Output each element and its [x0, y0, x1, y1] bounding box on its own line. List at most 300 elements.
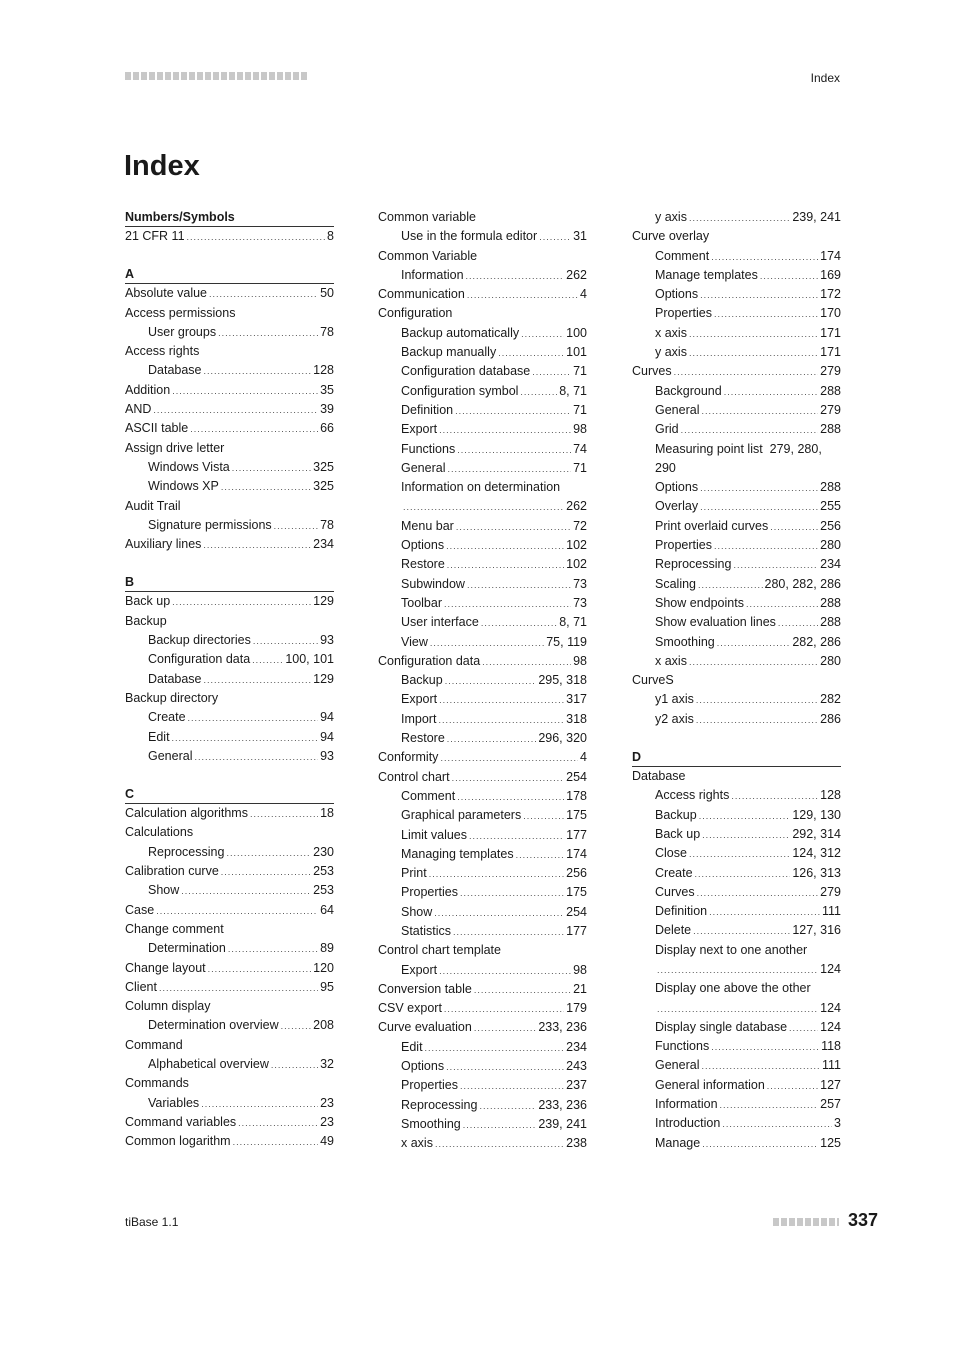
dot-leader: [520, 383, 557, 402]
index-subentry-pages: [632, 960, 841, 979]
index-entry: Command: [125, 1037, 183, 1052]
index-subentry: [632, 575, 841, 594]
index-term: Manage: [655, 1135, 701, 1150]
dot-leader: [271, 1056, 318, 1075]
dot-leader: [446, 1058, 564, 1077]
page-reference: 318: [566, 711, 587, 726]
index-term: Export: [401, 692, 438, 707]
dot-leader: [460, 1077, 564, 1096]
page-title: Index: [124, 150, 200, 182]
page-reference: 23: [320, 1114, 334, 1129]
index-term: Show evaluation lines: [655, 615, 776, 630]
index-entry: [125, 400, 334, 419]
section-gap: [125, 554, 334, 573]
index-column-1: [125, 208, 334, 1151]
page-reference: 172: [820, 287, 841, 302]
page-reference: 256: [566, 866, 587, 881]
page-reference: 100, 101: [285, 652, 334, 667]
index-term: Conformity: [378, 750, 439, 765]
page-reference: 118: [821, 1039, 841, 1054]
dot-leader: [218, 324, 318, 343]
dot-leader: [460, 884, 564, 903]
index-term: Command variables: [125, 1114, 237, 1129]
index-subentry: [632, 786, 841, 805]
index-term: 21 CFR 11: [125, 229, 185, 243]
dot-leader: [746, 595, 818, 614]
page-reference: 124, 312: [792, 846, 841, 861]
dot-leader: [717, 634, 791, 653]
dot-leader: [521, 325, 564, 344]
index-entry: Backup: [125, 613, 167, 628]
dot-leader: [479, 1097, 536, 1116]
page-reference: 74: [573, 441, 587, 456]
index-subentry: [378, 555, 587, 574]
index-term: Calibration curve: [125, 864, 219, 879]
index-term: Communication: [378, 287, 465, 302]
page-reference: 94: [320, 710, 334, 725]
section-heading: C: [125, 785, 334, 804]
dot-leader: [430, 634, 544, 653]
index-term: Graphical parameters: [401, 808, 522, 823]
dot-leader: [696, 691, 818, 710]
index-term: Show endpoints: [655, 595, 744, 610]
index-term: User interface: [401, 615, 479, 630]
page-reference: 129: [313, 671, 334, 686]
dot-leader: [700, 498, 818, 517]
index-term: General information: [655, 1077, 765, 1092]
index-subentry: [632, 1056, 841, 1075]
dot-leader: [187, 228, 326, 247]
index-term: Close: [655, 846, 687, 861]
index-subentry: [378, 826, 587, 845]
index-entry: [125, 381, 334, 400]
dot-leader: [778, 614, 818, 633]
index-term: Configuration data: [378, 653, 481, 668]
dot-leader: [429, 865, 564, 884]
page-reference: 39: [320, 402, 334, 417]
index-entry: Control chart template: [378, 943, 501, 958]
dot-leader: [403, 498, 564, 517]
index-term: Measuring point list: [655, 441, 763, 456]
index-term: Configuration symbol: [401, 383, 519, 398]
header-decoration: [125, 72, 307, 80]
page-reference: 98: [573, 422, 587, 437]
index-term: CSV export: [378, 1001, 442, 1016]
index-subentry: [378, 961, 587, 980]
page-reference: 280: [820, 653, 841, 668]
index-entry: Database: [632, 769, 686, 784]
page-reference: 126, 313: [792, 865, 841, 880]
index-term: y axis: [655, 345, 687, 360]
running-header: Index: [810, 71, 840, 85]
dot-leader: [425, 1039, 565, 1058]
index-term: Comment: [401, 788, 456, 803]
index-subentry: [378, 227, 587, 246]
dot-leader: [455, 402, 571, 421]
index-subentry: Information on determination: [401, 480, 561, 495]
index-term: Display single database: [655, 1019, 788, 1034]
dot-leader: [438, 711, 564, 730]
dot-leader: [172, 382, 318, 401]
index-term: Scaling: [655, 576, 696, 591]
index-entry: Column display: [125, 999, 211, 1014]
dot-leader: [733, 556, 818, 575]
dot-leader: [731, 787, 818, 806]
page-reference: 50: [320, 286, 334, 301]
page-reference: 243: [566, 1059, 587, 1074]
page-reference: 325: [313, 479, 334, 494]
index-term: Backup directories: [148, 633, 251, 648]
index-term: Manage templates: [655, 267, 758, 282]
page-reference: 230: [313, 844, 334, 859]
page-reference: 317: [566, 692, 587, 707]
index-term: Addition: [125, 382, 171, 397]
index-term: Case: [125, 902, 155, 917]
page-reference: 93: [320, 633, 334, 648]
index-term: Print: [401, 866, 427, 881]
dot-leader: [689, 209, 790, 228]
page-reference: 279: [820, 364, 841, 379]
index-subentry: [632, 343, 841, 362]
index-term: x axis: [655, 653, 687, 668]
index-subentry: [378, 729, 587, 748]
section-gap: [632, 729, 841, 748]
index-column-3: [632, 208, 841, 1153]
page-reference: 255: [820, 499, 841, 514]
dot-leader: [444, 595, 571, 614]
index-subentry: [378, 922, 587, 941]
index-term: Menu bar: [401, 518, 454, 533]
dot-leader: [228, 940, 318, 959]
index-subentry: [378, 594, 587, 613]
page-reference: 280: [820, 538, 841, 553]
index-subentry: [632, 1114, 841, 1133]
index-entry: [378, 285, 587, 304]
page-reference: 128: [820, 788, 841, 803]
page-reference: 262: [566, 267, 587, 282]
page-reference: 170: [820, 306, 841, 321]
index-subentry: [378, 864, 587, 883]
section-gap: [125, 766, 334, 785]
index-subentry: [378, 536, 587, 555]
dot-leader: [698, 576, 763, 595]
index-subentry-pages: [378, 497, 587, 516]
page-reference: 21: [573, 981, 587, 996]
index-subentry: [378, 903, 587, 922]
index-term: Signature permissions: [148, 517, 272, 532]
page-reference: 234: [566, 1039, 587, 1054]
index-subentry: [632, 536, 841, 555]
index-term: View: [401, 634, 428, 649]
page-reference: 98: [573, 962, 587, 977]
dot-leader: [700, 479, 818, 498]
index-entry: [125, 862, 334, 881]
index-term: Show: [401, 904, 433, 919]
page-reference: 100: [566, 325, 587, 340]
dot-leader: [452, 769, 565, 788]
index-term: Restore: [401, 557, 445, 572]
index-subentry: [632, 690, 841, 709]
dot-leader: [481, 614, 557, 633]
page-reference: 234: [820, 557, 841, 572]
dot-leader: [253, 632, 318, 651]
index-term: x axis: [401, 1136, 433, 1151]
index-subentry: [125, 323, 334, 342]
dot-leader: [188, 709, 319, 728]
index-entry: [125, 592, 334, 611]
dot-leader: [159, 979, 318, 998]
page-reference: 296, 320: [538, 731, 587, 746]
index-term: Managing templates: [401, 846, 514, 861]
index-subentry: [125, 458, 334, 477]
index-entry: [125, 901, 334, 920]
dot-leader: [674, 363, 819, 382]
page-reference: 127: [820, 1077, 841, 1092]
index-term: Delete: [655, 923, 692, 938]
index-term: Conversion table: [378, 981, 472, 996]
page-reference: 31: [573, 229, 587, 244]
page-reference: 78: [320, 517, 334, 532]
index-term: y axis: [655, 210, 687, 224]
index-entry: [125, 535, 334, 554]
page-reference: 127, 316: [792, 923, 841, 938]
dot-leader: [701, 402, 818, 421]
page-reference: 169: [820, 267, 841, 282]
page-reference: 262: [566, 499, 587, 514]
dot-leader: [446, 537, 564, 556]
section-heading: A: [125, 265, 334, 284]
index-subentry: [125, 747, 334, 766]
section-heading: Numbers/Symbols: [125, 208, 334, 227]
page-reference: 98: [573, 653, 587, 668]
index-term: Reprocessing: [655, 557, 732, 572]
index-subentry: [632, 497, 841, 516]
index-subentry: [632, 517, 841, 536]
dot-leader: [252, 651, 283, 670]
index-term: Curve evaluation: [378, 1020, 472, 1035]
page-reference: 239, 241: [792, 210, 841, 224]
index-subentry: [632, 844, 841, 863]
index-term: Import: [401, 711, 437, 726]
page-reference: 124: [820, 1000, 841, 1015]
page-reference: 94: [320, 729, 334, 744]
index-subentry: [378, 1057, 587, 1076]
dot-leader: [434, 904, 564, 923]
page-reference: 89: [320, 941, 334, 956]
page-reference: 49: [320, 1134, 334, 1149]
index-subentry: [125, 1094, 334, 1113]
dot-leader: [153, 401, 318, 420]
index-subentry: [632, 594, 841, 613]
index-subentry: [125, 728, 334, 747]
page-reference: 124: [820, 1019, 841, 1034]
index-subentry-pages: [632, 999, 841, 1018]
dot-leader: [789, 1019, 818, 1038]
index-subentry: [632, 902, 841, 921]
dot-leader: [466, 267, 565, 286]
dot-leader: [696, 711, 818, 730]
dot-leader: [226, 844, 311, 863]
dot-leader: [767, 1077, 818, 1096]
dot-leader: [709, 903, 820, 922]
index-term: Smoothing: [401, 1116, 461, 1131]
page-reference: 71: [573, 460, 587, 475]
index-term: Database: [148, 363, 202, 378]
page-reference: 279: [820, 402, 841, 417]
index-term: Export: [401, 962, 438, 977]
index-term: ASCII table: [125, 421, 189, 436]
index-subentry: [378, 517, 587, 536]
page-reference: 282: [820, 692, 841, 707]
index-term: Definition: [655, 904, 708, 919]
page-reference: 128: [313, 363, 334, 378]
index-subentry: [125, 477, 334, 496]
index-term: Statistics: [401, 923, 452, 938]
footer-decoration: [773, 1218, 839, 1226]
index-subentry: [632, 324, 841, 343]
page-reference: 239, 241: [538, 1116, 587, 1131]
dot-leader: [532, 363, 571, 382]
index-entry: Access rights: [125, 344, 200, 359]
dot-leader: [711, 1038, 819, 1057]
index-subentry: [632, 247, 841, 266]
index-subentry: [632, 921, 841, 940]
index-entry: Common Variable: [378, 248, 478, 263]
index-subentry: [632, 613, 841, 632]
index-term: General: [655, 402, 700, 417]
index-subentry: [632, 401, 841, 420]
index-subentry: [632, 1095, 841, 1114]
page-reference: 66: [320, 421, 334, 436]
page-reference: 325: [313, 459, 334, 474]
page-reference: 254: [566, 769, 587, 784]
page-reference: 253: [313, 864, 334, 879]
section-heading: B: [125, 573, 334, 592]
index-subentry: [632, 806, 841, 825]
page-reference: 73: [573, 595, 587, 610]
dot-leader: [689, 845, 790, 864]
page-reference: 280, 282, 286: [764, 576, 841, 591]
index-term: Options: [655, 287, 699, 302]
index-subentry: [632, 266, 841, 285]
index-term: Absolute value: [125, 286, 208, 301]
dot-leader: [447, 460, 571, 479]
page-reference: 171: [820, 325, 841, 340]
index-term: Common logarithm: [125, 1134, 231, 1149]
index-term: Back up: [655, 826, 701, 841]
index-term: Variables: [148, 1095, 200, 1110]
dot-leader: [457, 788, 564, 807]
page-reference: 295, 318: [538, 673, 587, 688]
page-reference: 279: [820, 884, 841, 899]
index-term: Reprocessing: [148, 844, 225, 859]
index-term: Back up: [125, 594, 171, 609]
dot-leader: [469, 827, 564, 846]
page-reference: 171: [820, 345, 841, 360]
page-number: 337: [847, 1210, 878, 1230]
index-term: Grid: [655, 422, 679, 437]
dot-leader: [238, 1114, 318, 1133]
page-reference: 177: [566, 923, 587, 938]
page-reference: 71: [573, 402, 587, 417]
dot-leader: [689, 653, 818, 672]
dot-leader: [453, 923, 564, 942]
index-subentry: [378, 690, 587, 709]
index-term: Limit values: [401, 827, 467, 842]
page-reference: 111: [821, 1058, 841, 1073]
dot-leader: [702, 826, 790, 845]
index-subentry: [632, 1076, 841, 1095]
dot-leader: [681, 421, 819, 440]
dot-leader: [523, 807, 564, 826]
index-subentry: [632, 825, 841, 844]
page-reference: 254: [566, 904, 587, 919]
dot-leader: [714, 305, 818, 324]
index-subentry: [378, 362, 587, 381]
index-subentry: [378, 266, 587, 285]
index-subentry: [378, 440, 587, 459]
index-term: Control chart: [378, 769, 450, 784]
index-term: Auxiliary lines: [125, 537, 202, 552]
index-term: Use in the formula editor: [401, 229, 538, 244]
dot-leader: [281, 1017, 312, 1036]
dot-leader: [693, 922, 790, 941]
index-entry: Curve overlay: [632, 229, 710, 244]
page-reference: 175: [566, 808, 587, 823]
index-term: Windows XP: [148, 479, 219, 494]
page-reference: 257: [820, 1097, 841, 1112]
page-reference: 35: [320, 382, 334, 397]
dot-leader: [474, 1019, 537, 1038]
page-reference: 256: [820, 518, 841, 533]
index-subentry: [125, 650, 334, 669]
page-reference: 4: [580, 750, 587, 765]
dot-leader: [689, 325, 818, 344]
dot-leader: [498, 344, 564, 363]
index-entry: [125, 419, 334, 438]
page-reference: 75, 119: [546, 634, 587, 649]
index-term: Information: [655, 1097, 718, 1112]
page-reference: 23: [320, 1095, 334, 1110]
dot-leader: [516, 846, 565, 865]
index-term: Options: [401, 538, 445, 553]
dot-leader: [201, 1095, 318, 1114]
page-reference: 95: [320, 979, 334, 994]
index-term: Client: [125, 979, 157, 994]
dot-leader: [697, 884, 819, 903]
index-term: Curves: [655, 884, 695, 899]
index-entry: [125, 959, 334, 978]
section-heading: D: [632, 748, 841, 767]
dot-leader: [720, 1096, 819, 1115]
page-reference: 288: [820, 383, 841, 398]
index-term: Curves: [632, 364, 672, 379]
page-reference: 129, 130: [792, 807, 841, 822]
index-subentry: [378, 575, 587, 594]
dot-leader: [190, 420, 318, 439]
index-term: Toolbar: [401, 595, 442, 610]
index-term: Export: [401, 422, 438, 437]
index-entry: [125, 804, 334, 823]
dot-leader: [711, 248, 818, 267]
dot-leader: [172, 593, 311, 612]
index-term: Subwindow: [401, 576, 465, 591]
index-entry: [378, 980, 587, 999]
footer-product: tiBase 1.1: [125, 1215, 179, 1229]
dot-leader: [181, 882, 311, 901]
index-term: Comment: [655, 248, 710, 263]
index-subentry: [125, 843, 334, 862]
